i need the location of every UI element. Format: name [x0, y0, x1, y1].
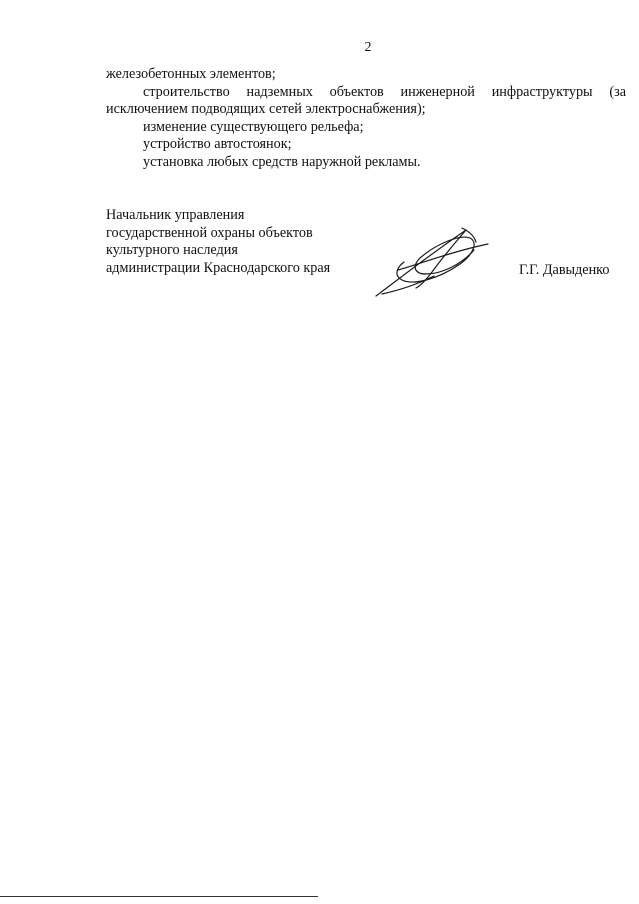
position-line: культурного наследия: [106, 242, 238, 258]
footer-divider: [0, 896, 318, 897]
position-line: Начальник управления: [106, 207, 245, 223]
page-number: 2: [364, 40, 372, 55]
text-line: изменение существующего рельефа;: [143, 118, 364, 135]
text-line: установка любых средств наружной рекламы.: [143, 153, 421, 170]
text-line: строительство надземных объектов инженерной инфраструктуры (за: [143, 83, 626, 100]
signer-name: Г.Г. Давыденко: [519, 262, 610, 278]
text-line: устройство автостоянок;: [143, 136, 292, 152]
text-line: железобетонных элементов;: [106, 66, 276, 82]
signatory-position: [106, 207, 366, 277]
text-line: исключением подводящих сетей электроснабжения);: [106, 101, 426, 117]
document-body: [106, 66, 626, 171]
position-line: государственной охраны объектов: [106, 224, 313, 241]
position-line: администрации Краснодарского края: [106, 259, 331, 276]
handwritten-signature: [370, 222, 510, 302]
